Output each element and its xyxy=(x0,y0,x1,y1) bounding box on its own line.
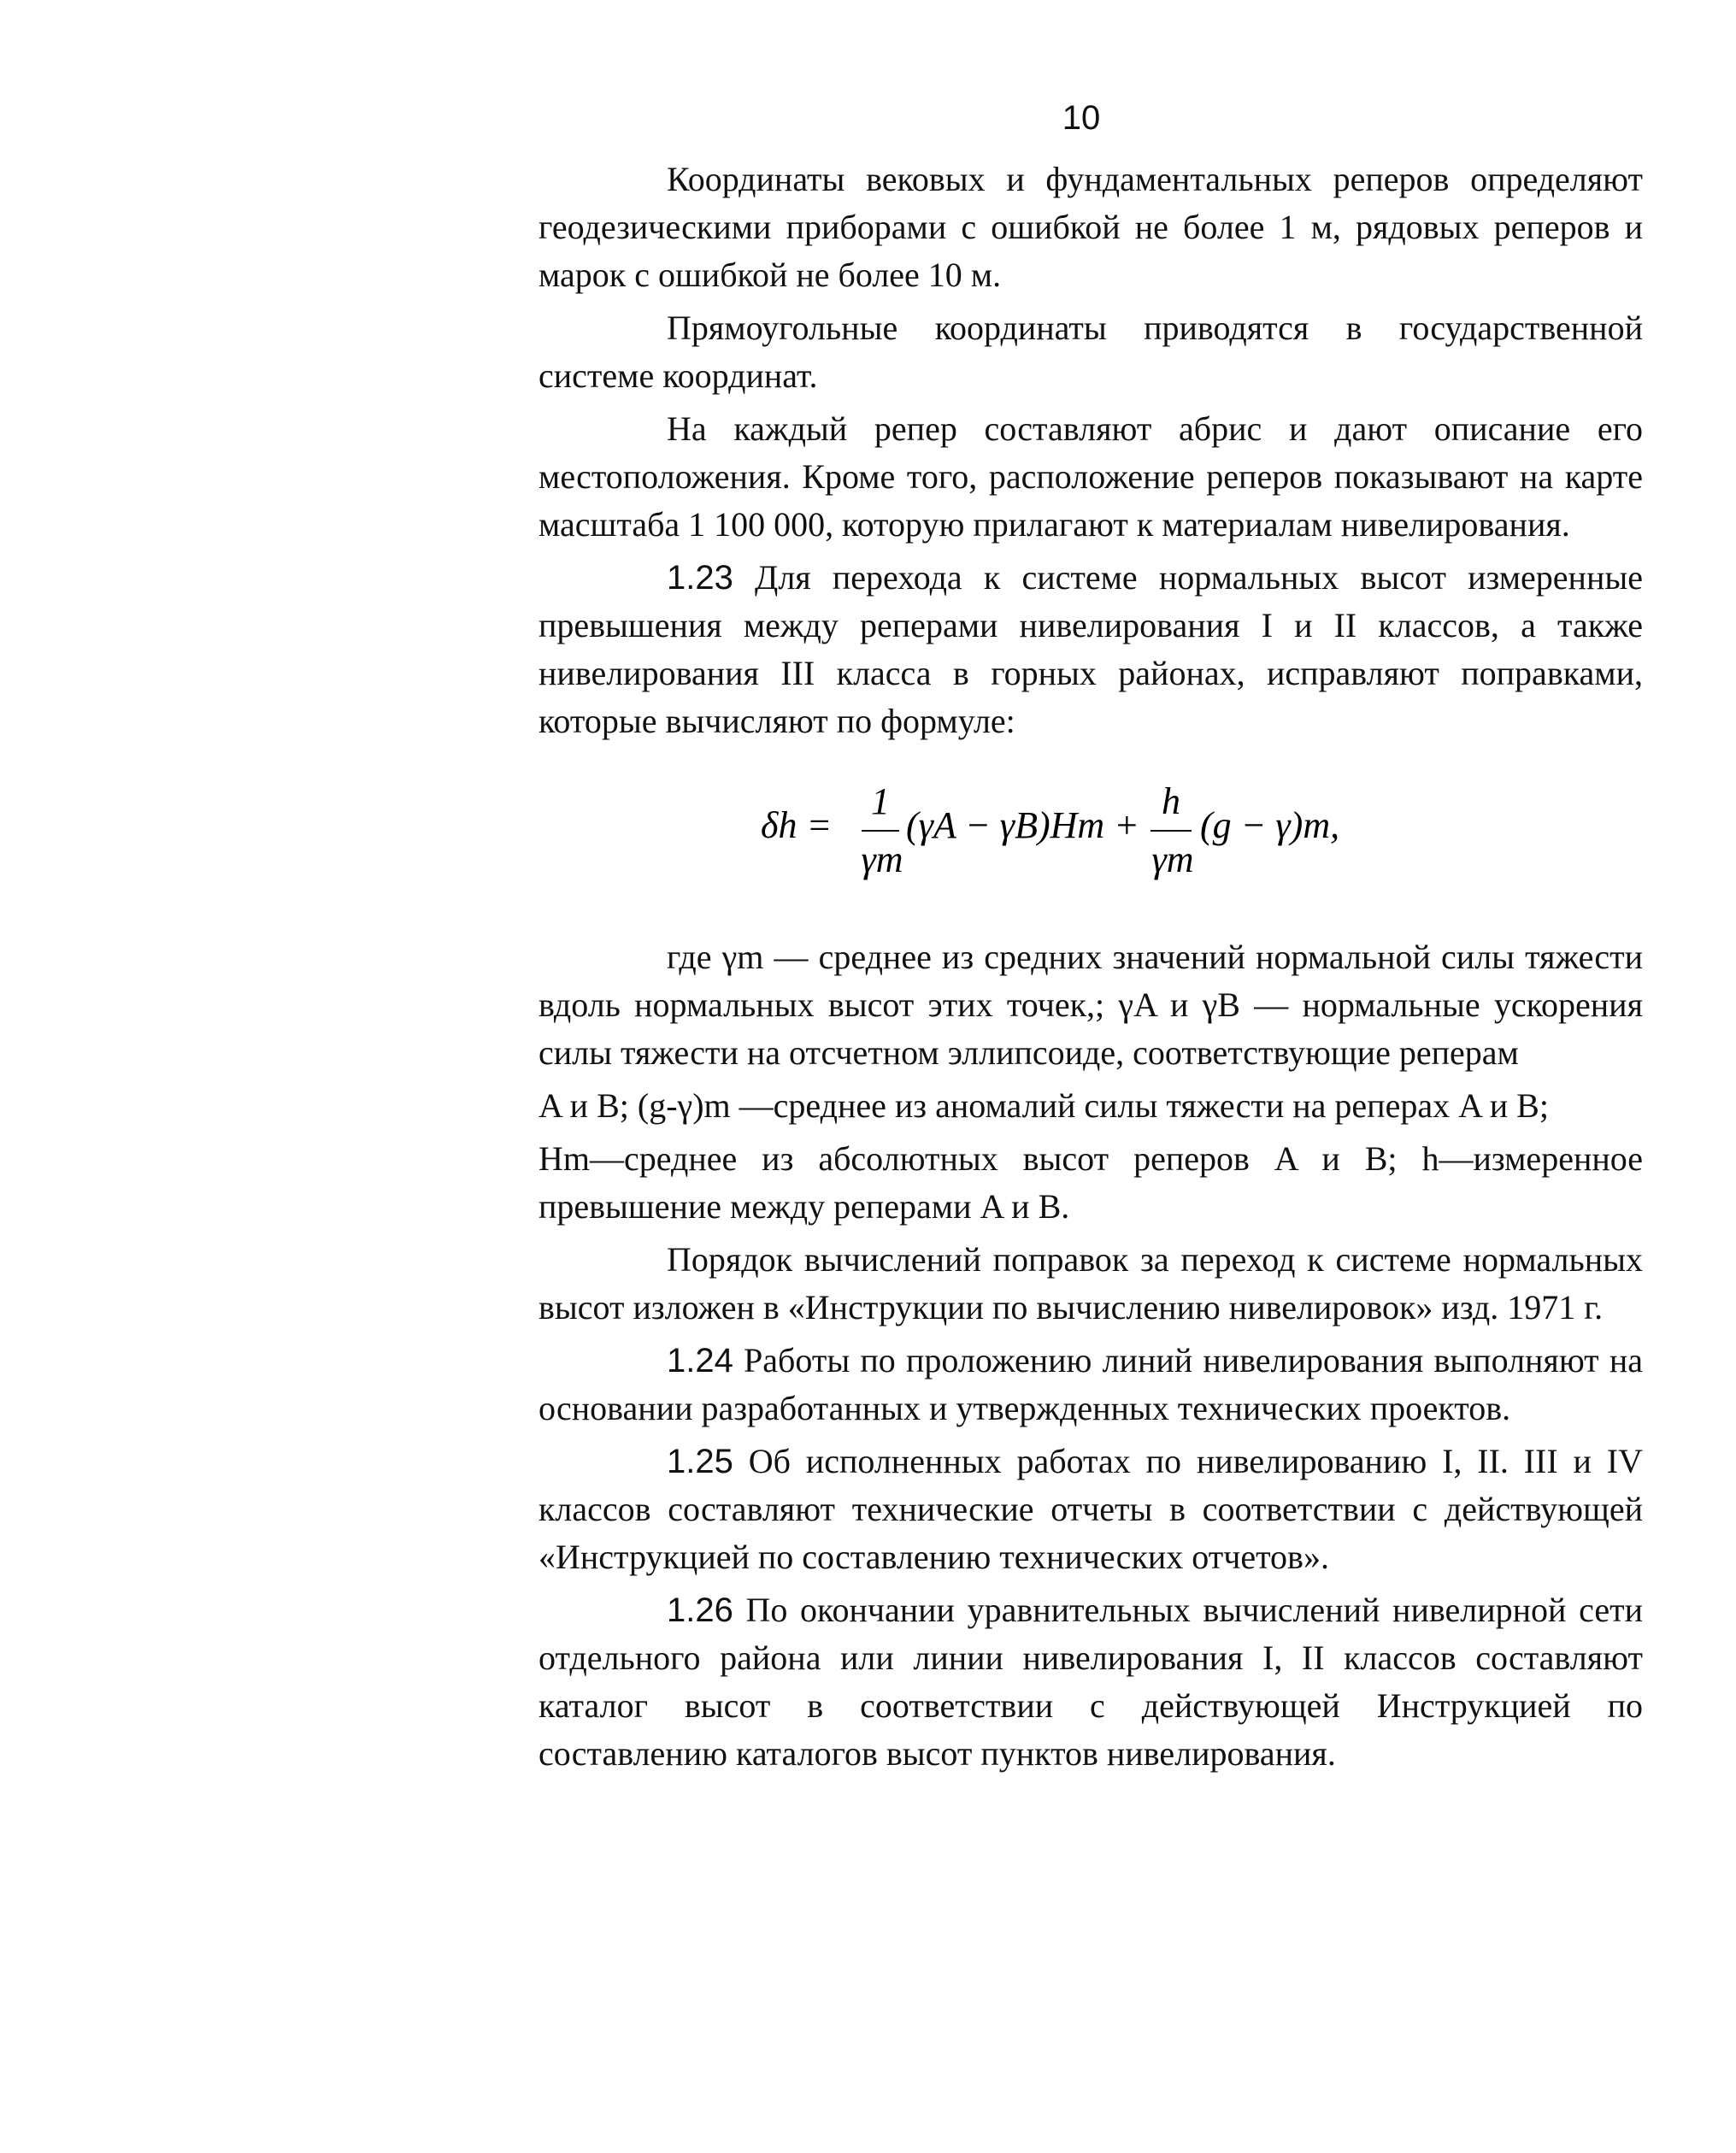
section-number: 1.23 xyxy=(667,559,733,597)
paragraph-1-24 xyxy=(538,1337,1643,1432)
formula xyxy=(538,762,1643,891)
paragraph-text: Для перехода к системе нормальных высот измеренные превышения между реперами нивелирования I и II классов, а также нивелирования III класса в горных районах, исправляют поправками, которые вычисляют по формуле: xyxy=(538,558,1644,740)
formula-frac2-numerator: h xyxy=(1162,780,1180,822)
section-number: 1.25 xyxy=(667,1443,733,1480)
formula-tail: (g − γ)m, xyxy=(1200,804,1340,846)
where-clause-2: A и B; (g-γ)m —среднее из аномалий силы тяжести на реперах A и B; xyxy=(538,1086,1549,1125)
paragraph-1-26 xyxy=(538,1586,1643,1778)
where-clause-3: Hm—среднее из абсолютных высот реперов A и B; h—измеренное превышение между реперами A и B. xyxy=(538,1139,1643,1226)
paragraph-coordinates: Координаты вековых и фундаментальных реперов определяют геодезическими приборами с ошибкой не более 1 м, рядовых реперов и марок с ошибкой не более 10 м. xyxy=(538,160,1643,294)
paragraph-1-23 xyxy=(538,554,1643,745)
formula-frac1-numerator: 1 xyxy=(871,780,890,822)
paragraph-procedure: Порядок вычислений поправок за переход к системе нормальных высот изложен в «Инструкции по вычислению нивелировок» изд. 1971 г. xyxy=(538,1240,1643,1327)
page-number: 10 xyxy=(1062,99,1101,137)
formula-frac1-denominator: γm xyxy=(861,838,903,880)
paragraph-text: Работы по проложению линий нивелирования выполняют на основании разработанных и утвержденных технических проектов. xyxy=(538,1341,1644,1427)
formula-lhs: δh = xyxy=(761,804,833,846)
where-clause-1: где γm — среднее из средних значений нормальной силы тяжести вдоль нормальных высот этих точек,; γA и γB — нормальные ускорения силы тяжести на отсчетном эллипсоиде, соответствующие реперам xyxy=(538,938,1643,1072)
formula-svg xyxy=(761,762,1410,891)
section-number: 1.26 xyxy=(667,1591,733,1629)
paragraph-1-25 xyxy=(538,1438,1643,1581)
paragraph-text: Об исполненных работах по нивелированию I, II. III и IV классов составляют технические отчеты в соответствии с действующей «Инструкцией по составлению технических отчетов». xyxy=(538,1442,1643,1576)
section-number: 1.24 xyxy=(667,1342,733,1379)
paragraph-text: По окончании уравнительных вычислений нивелирной сети отдельного района или линии нивелирования I, II классов составляют каталог высот в соответствии с действующей Инструкцией по составлению каталогов высот пунктов нивелирования. xyxy=(538,1591,1643,1773)
formula-frac2-denominator: γm xyxy=(1151,838,1194,880)
paragraph-abris: На каждый репер составляют абрис и дают описание его местоположения. Кроме того, расположение реперов показывают на карте масштаба 1 100 000, которую прилагают к материалам нивелирования. xyxy=(538,409,1643,544)
paragraph-rectangular-coordinates: Прямоугольные координаты приводятся в государственной системе координат. xyxy=(538,309,1643,395)
document-body xyxy=(538,156,1643,1783)
formula-middle: (γA − γB)Hm + xyxy=(906,804,1139,846)
